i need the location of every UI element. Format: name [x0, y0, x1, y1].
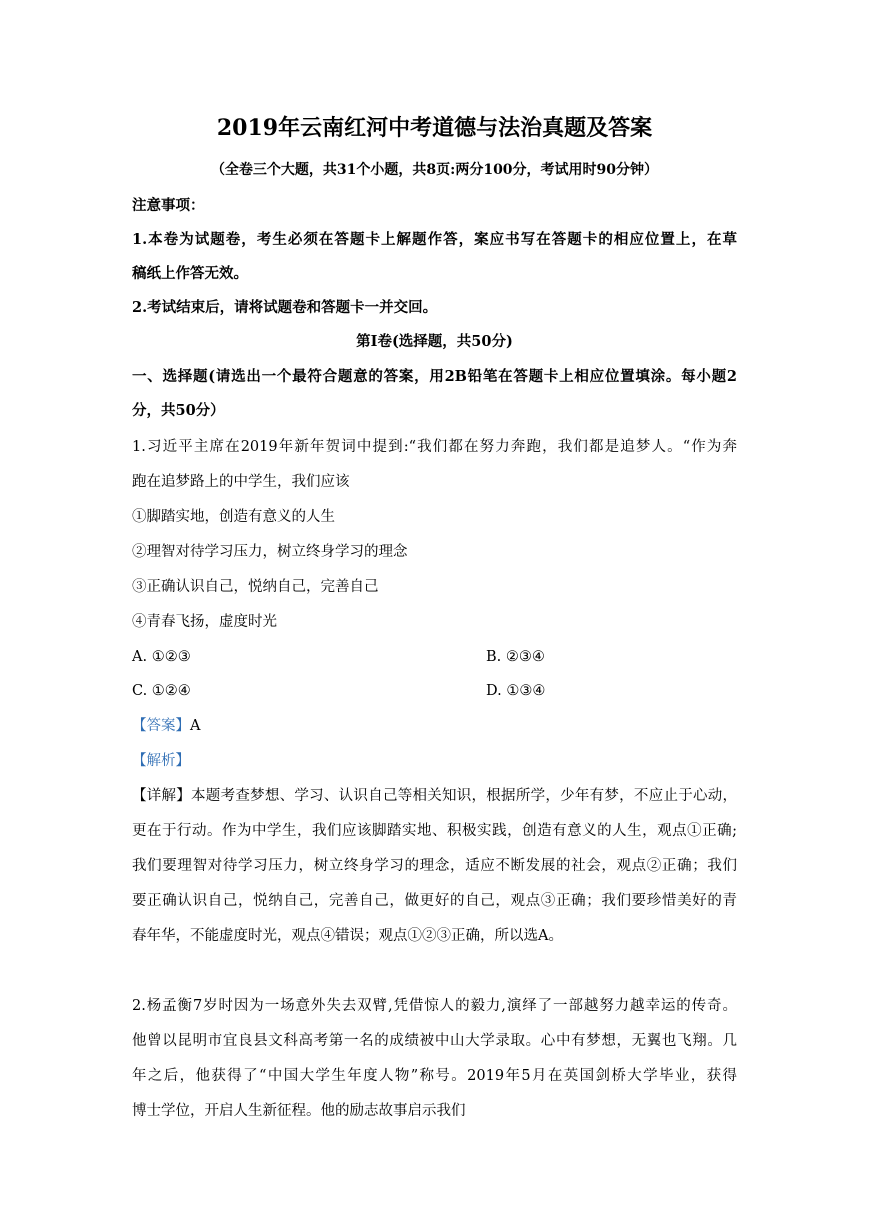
notice-item-1-line-1: 1.本卷为试题卷，考生必须在答题卡上解题作答，案应书写在答题卡的相应位置上，在草 — [132, 231, 737, 248]
q1-detail-line-5: 春年华，不能虚度时光，观点④错误；观点①②③正确，所以选A。 — [132, 928, 563, 944]
q2-stem-line-1: 2.杨孟衡7岁时因为一场意外失去双臂,凭借惊人的毅力,演绎了一部越努力越幸运的传奇。 — [132, 998, 737, 1014]
notice-heading: 注意事项： — [132, 197, 205, 214]
answer-tag: 【答案】 — [132, 718, 190, 734]
q1-detail-line-1: 【详解】本题考查梦想、学习、认识自己等相关知识，根据所学，少年有梦，不应止于心动， — [132, 788, 737, 804]
q1-detail-line-4: 要正确认识自己，悦纳自己，完善自己，做更好的自己，观点③正确；我们要珍惜美好的青 — [132, 893, 737, 909]
q1-stem-line-2: 跑在追梦路上的中学生，我们应该 — [132, 474, 350, 490]
section-1-instruction-line-2: 分，共50分） — [132, 402, 225, 419]
q1-statement-4: ④青春飞扬，虚度时光 — [132, 614, 277, 630]
q1-option-a: A. ①②③ — [132, 649, 191, 665]
document-subtitle: （全卷三个大题，共31个小题，共8页:两分100分，考试用时90分钟） — [210, 162, 659, 178]
notice-item-2: 2.考试结束后，请将试题卷和答题卡一并交回。 — [132, 299, 438, 316]
section-1-instruction-line-1: 一、选择题(请选出一个最符合题意的答案，用2B铅笔在答题卡上相应位置填涂。每小题2 — [132, 368, 737, 385]
document-title: 2019年云南红河中考道德与法治真题及答案 — [216, 115, 653, 141]
section-1-title: 第Ⅰ卷(选择题，共50分) — [356, 333, 513, 350]
q1-answer — [132, 716, 200, 736]
q1-option-d: D. ①③④ — [486, 683, 546, 699]
q1-statement-2: ②理智对待学习压力，树立终身学习的理念 — [132, 544, 408, 560]
q1-detail-line-2: 更在于行动。作为中学生，我们应该脚踏实地、积极实践，创造有意义的人生，观点①正确; — [132, 823, 737, 839]
q2-stem-line-4: 博士学位，开启人生新征程。他的励志故事启示我们 — [132, 1103, 466, 1119]
answer-value: A — [190, 718, 201, 734]
q2-stem-line-2: 他曾以昆明市宜良县文科高考第一名的成绩被中山大学录取。心中有梦想，无翼也飞翔。几 — [132, 1033, 737, 1049]
analysis-tag: 【解析】 — [132, 753, 190, 769]
q2-stem-line-3: 年之后，他获得了“中国大学生年度人物”称号。2019年5月在英国剑桥大学毕业，获得 — [132, 1068, 737, 1084]
q1-stem-line-1: 1.习近平主席在2019年新年贺词中提到:“我们都在努力奔跑，我们都是追梦人。“作为奔 — [132, 439, 737, 455]
q1-option-b: B. ②③④ — [486, 649, 545, 665]
notice-item-1-line-2: 稿纸上作答无效。 — [132, 265, 248, 282]
q1-option-c: C. ①②④ — [132, 683, 191, 699]
q1-statement-1: ①脚踏实地，创造有意义的人生 — [132, 509, 335, 525]
q1-statement-3: ③正确认识自己，悦纳自己，完善自己 — [132, 579, 379, 595]
q1-detail-line-3: 我们要理智对待学习压力，树立终身学习的理念，适应不断发展的社会，观点②正确；我们 — [132, 858, 737, 874]
